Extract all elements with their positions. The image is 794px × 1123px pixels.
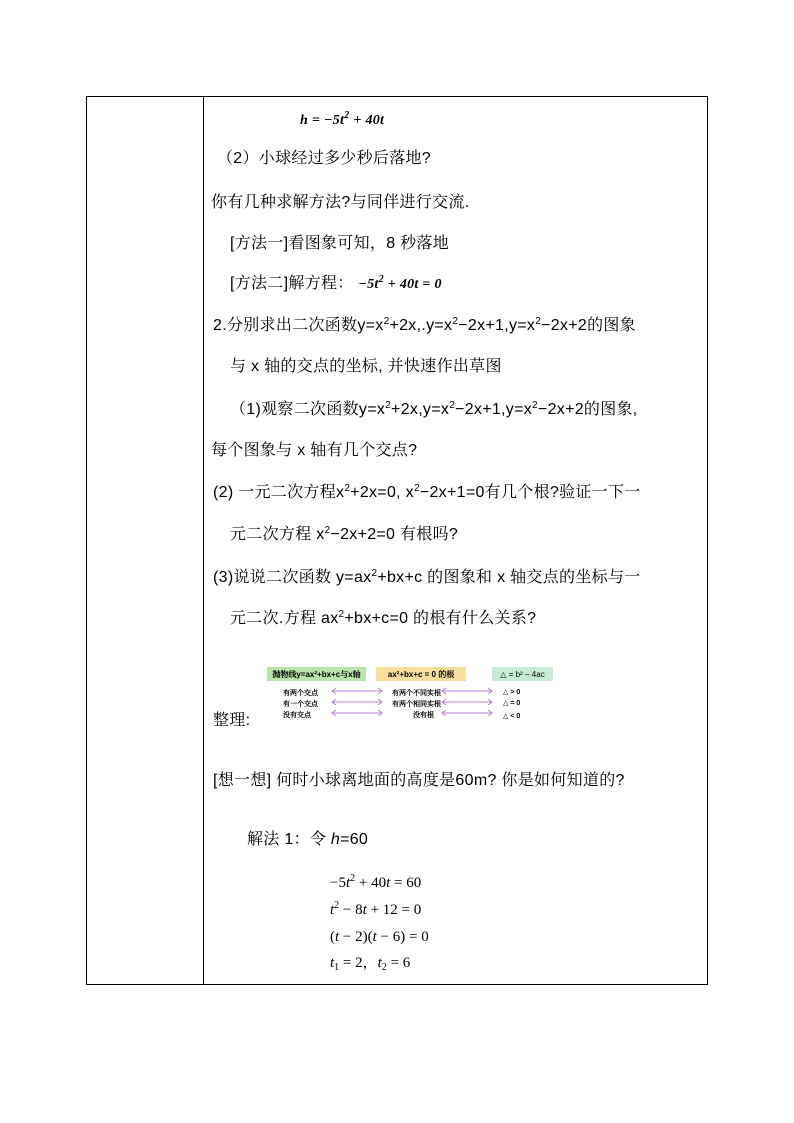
step-1: $-5t^2 + 40t = 60$	[330, 873, 422, 891]
column-divider	[203, 97, 204, 984]
summary-header-parabola: 抛物线y=ax²+bx+c与x轴	[267, 667, 366, 681]
think-prompt: [想一想] 何时小球离地面的高度是60m? 你是如何知道的?	[213, 772, 625, 789]
height-formula: $h = -5t^2 + 40t$	[300, 110, 385, 128]
method-two-equation: $-5t^2 + 40t = 0$	[358, 274, 442, 292]
summary-col3-row3: △ < 0	[503, 713, 521, 720]
observe-2-line-1: (2) 一元二次方程$x^2+2x=0$, $x^2-2x+1=0$有几个根?验证一下一	[213, 483, 641, 501]
organize-label: 整理:	[213, 712, 251, 729]
solution-1-label: 解法 1：令 h=60	[247, 831, 369, 848]
double-arrow-icon	[332, 688, 492, 716]
summary-col1-row1: 有两个交点	[283, 690, 318, 697]
item-2-line-1: 2.分别求出二次函数$y=x^2+2x,.y=x^2-2x+1,y=x^2-2x+2$的图象	[213, 316, 636, 334]
summary-arrows	[320, 686, 620, 726]
step-4: $t_1 = 2$，$t_2 = 6$	[330, 955, 411, 973]
step-3: (t − 2)(t − 6) = 0	[330, 929, 429, 945]
observe-1-line-1: （1)观察二次函数$y=x^2+2x,y=x^2-2x+1,y=x^2-2x+2$的图象,	[230, 400, 638, 418]
observe-3-line-1: (3)说说二次函数 $y=ax^2+bx+c$ 的图象和 x 轴交点的坐标与一	[213, 568, 641, 586]
summary-col2-row1: 有两个不同实根	[392, 690, 441, 697]
question-2: （2）小球经过多少秒后落地?	[217, 150, 431, 167]
summary-col2-row3: 没有根	[413, 712, 434, 719]
summary-col3-row2: △ = 0	[503, 700, 521, 707]
observe-2-line-2: 元二次方程 $x^2-2x+2=0$ 有根吗?	[230, 525, 459, 543]
method-two	[230, 274, 442, 295]
item-2-line-2: 与 x 轴的交点的坐标, 并快速作出草图	[230, 358, 502, 375]
methods-prompt: 你有几种求解方法?与同伴进行交流.	[211, 194, 470, 211]
summary-col3-row1: △ > 0	[503, 689, 521, 696]
method-one: [方法一]看图象可知，8 秒落地	[230, 235, 450, 252]
observe-3-line-2: 元二次.方程 $ax^2+bx+c=0$ 的根有什么关系?	[230, 609, 537, 627]
observe-1-line-2: 每个图象与 x 轴有几个交点?	[211, 442, 418, 459]
method-two-label: [方法二]解方程：	[230, 275, 354, 292]
summary-col1-row2: 有一个交点	[283, 701, 318, 708]
summary-header-discriminant: △ = b² − 4ac	[492, 667, 553, 681]
summary-col1-row3: 没有交点	[283, 712, 311, 719]
summary-header-roots: ax²+bx+c = 0 的根	[376, 667, 466, 681]
summary-col2-row2: 有两个相同实根	[392, 701, 441, 708]
step-2: $t^2 - 8t + 12 = 0$	[330, 900, 422, 918]
